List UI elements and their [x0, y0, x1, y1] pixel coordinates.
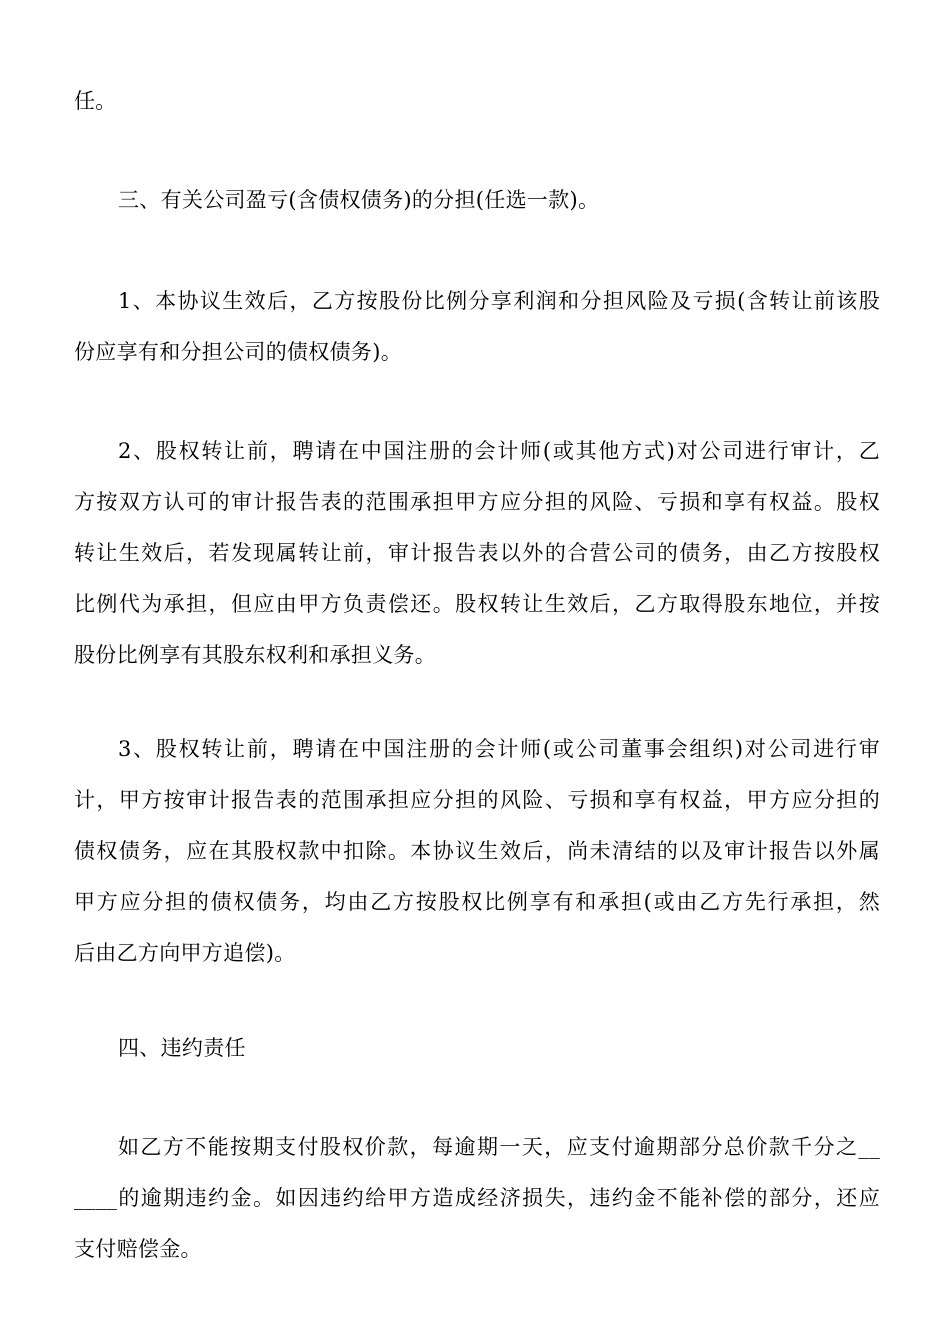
text-line: 股份比例享有其股东权利和承担义务。	[74, 643, 437, 667]
text-line: 转让生效后，若发现属转让前，审计报告表以外的合营公司的债务，由乙方按股权	[74, 541, 880, 565]
clause-1	[74, 276, 880, 378]
text-line: 任。	[74, 89, 117, 113]
text-line: 后由乙方向甲方追偿)。	[74, 941, 296, 965]
text-line: 1、本协议生效后，乙方按股份比例分享利润和分担风险及亏损(含转让前该股	[118, 289, 880, 313]
text-line: 债权债务，应在其股权款中扣除。本协议生效后，尚未清结的以及审计报告以外属	[74, 839, 880, 863]
text-line: 3、股权转让前，聘请在中国注册的会计师(或公司董事会组织)对公司进行审	[118, 737, 880, 761]
text-line: 2、股权转让前，聘请在中国注册的会计师(或其他方式)对公司进行审计，乙	[118, 439, 880, 463]
text-line: 如乙方不能按期支付股权价款，每逾期一天，应支付逾期部分总价款千分之__	[118, 1135, 880, 1159]
text-line: 四、违约责任	[118, 1036, 246, 1060]
text-line: 比例代为承担，但应由甲方负责偿还。股权转让生效后，乙方取得股东地位，并按	[74, 592, 880, 616]
text-line: 份应享有和分担公司的债权债务)。	[74, 340, 402, 364]
paragraph-continuation	[74, 76, 880, 127]
section-heading-3	[74, 175, 880, 226]
section-heading-4	[74, 1023, 880, 1074]
text-line: 计，甲方按审计报告表的范围承担应分担的风险、亏损和享有权益，甲方应分担的	[74, 788, 880, 812]
clause-3	[74, 724, 880, 979]
text-line: 方按双方认可的审计报告表的范围承担甲方应分担的风险、亏损和享有权益。股权	[74, 490, 880, 514]
text-line: 三、有关公司盈亏(含债权债务)的分担(任选一款)。	[118, 188, 600, 212]
text-line: 支付赔偿金。	[74, 1237, 202, 1261]
clause-2	[74, 426, 880, 681]
text-line: ____的逾期违约金。如因违约给甲方造成经济损失，违约金不能补偿的部分，还应	[74, 1186, 880, 1210]
penalty-clause	[74, 1122, 880, 1275]
text-line: 甲方应分担的债权债务，均由乙方按股权比例享有和承担(或由乙方先行承担，然	[74, 890, 880, 914]
